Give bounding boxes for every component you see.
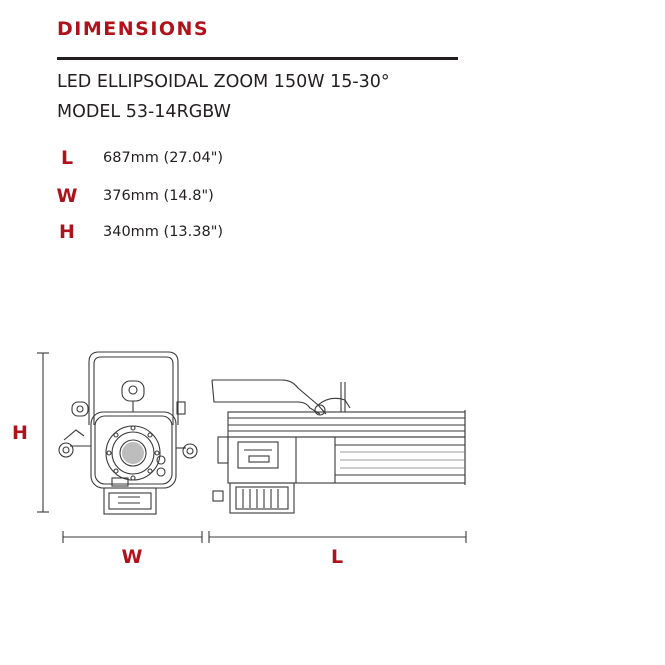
- product-model: MODEL 53-14RGBW: [57, 102, 231, 122]
- height-dimension-line: [37, 353, 49, 512]
- dimension-letter-length: L: [60, 147, 74, 169]
- width-dimension-line: [63, 531, 202, 543]
- product-name: LED ELLIPSOIDAL ZOOM 150W 15-30°: [57, 72, 390, 92]
- front-lens-detail: [122, 442, 144, 464]
- drawing-label-length: L: [330, 546, 344, 568]
- drawing-label-height: H: [12, 422, 28, 444]
- dimension-value-length: 687mm (27.04"): [103, 150, 224, 166]
- section-heading: DIMENSIONS: [57, 18, 210, 40]
- fixture-side-view: [212, 380, 465, 513]
- dimension-value-height: 340mm (13.38"): [103, 224, 224, 240]
- fixture-front-view: [59, 352, 197, 514]
- length-dimension-line: [209, 531, 466, 543]
- drawing-label-width: W: [121, 546, 143, 568]
- dimension-letter-height: H: [59, 221, 75, 243]
- dimension-letter-width: W: [56, 185, 78, 207]
- dimension-value-width: 376mm (14.8"): [103, 188, 214, 204]
- side-view-fins: [340, 452, 465, 468]
